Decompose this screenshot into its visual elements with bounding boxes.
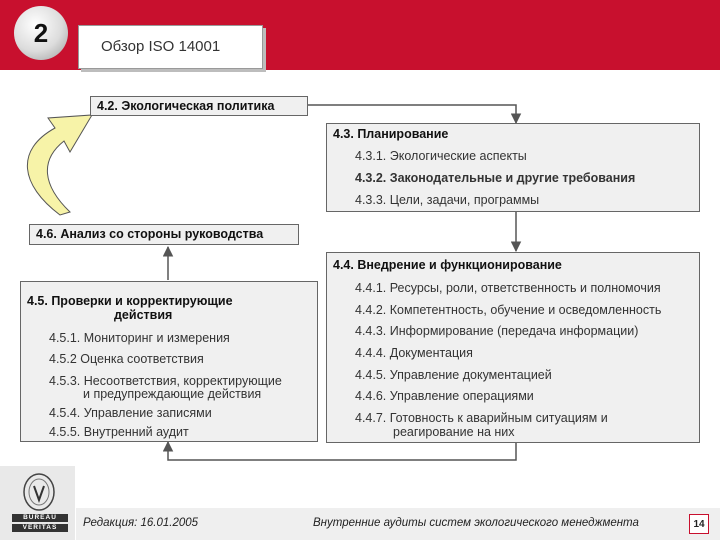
planning-label: 4.3. Планирование [333, 127, 449, 141]
implementation-item: 4.4.6. Управление операциями [355, 389, 534, 403]
logo-text-veritas: VERITAS [12, 524, 68, 532]
checking-label: действия [114, 308, 173, 322]
logo-panel [0, 466, 75, 540]
edition-date: Редакция: 16.01.2005 [83, 517, 199, 529]
planning-item: 4.3.1. Экологические аспекты [355, 149, 527, 163]
management-review-label: 4.6. Анализ со стороны руководства [36, 227, 264, 241]
implementation-label: 4.4. Внедрение и функционирование [333, 258, 562, 272]
slide-number-badge: 2 [14, 6, 68, 60]
implementation-item: 4.4.1. Ресурсы, роли, ответственность и полномочия [355, 281, 661, 295]
implementation-item: реагирование на них [393, 425, 515, 439]
implementation-item: 4.4.5. Управление документацией [355, 368, 552, 382]
implementation-item: 4.4.3. Информирование (передача информации) [355, 324, 639, 338]
course-title: Внутренние аудиты систем экологического менеджмента [313, 517, 639, 529]
policy-box [90, 96, 308, 116]
bureau-veritas-logo-icon [22, 472, 56, 512]
checking-item: 4.5.3. Несоответствия, корректирующие [49, 374, 282, 388]
slide-title: Обзор ISO 14001 [78, 25, 263, 69]
checking-item: и предупреждающие действия [83, 387, 262, 401]
management-review-box [29, 224, 299, 245]
implementation-to-checking-arrow [168, 442, 516, 460]
policy-label: 4.2. Экологическая политика [97, 99, 275, 113]
page-number: 14 [689, 514, 709, 534]
planning-item: 4.3.2. Законодательные и другие требования [355, 171, 636, 185]
checking-item: 4.5.5. Внутренний аудит [49, 425, 189, 439]
checking-item: 4.5.2 Оценка соответствия [49, 352, 204, 366]
policy-to-planning-arrow [308, 105, 516, 123]
checking-item: 4.5.4. Управление записями [49, 406, 212, 420]
checking-label: 4.5. Проверки и корректирующие [27, 294, 233, 308]
logo-text-bureau: BUREAU [12, 514, 68, 522]
implementation-item: 4.4.7. Готовность к аварийным ситуациям и [355, 411, 608, 425]
implementation-box [326, 252, 700, 443]
planning-item: 4.3.3. Цели, задачи, программы [355, 193, 540, 207]
planning-box [326, 123, 700, 212]
curved-arrow-icon [27, 115, 92, 215]
checking-item: 4.5.1. Мониторинг и измерения [49, 331, 230, 345]
implementation-item: 4.4.2. Компетентность, обучение и осведомленность [355, 303, 662, 317]
checking-box [20, 281, 318, 442]
implementation-item: 4.4.4. Документация [355, 346, 473, 360]
